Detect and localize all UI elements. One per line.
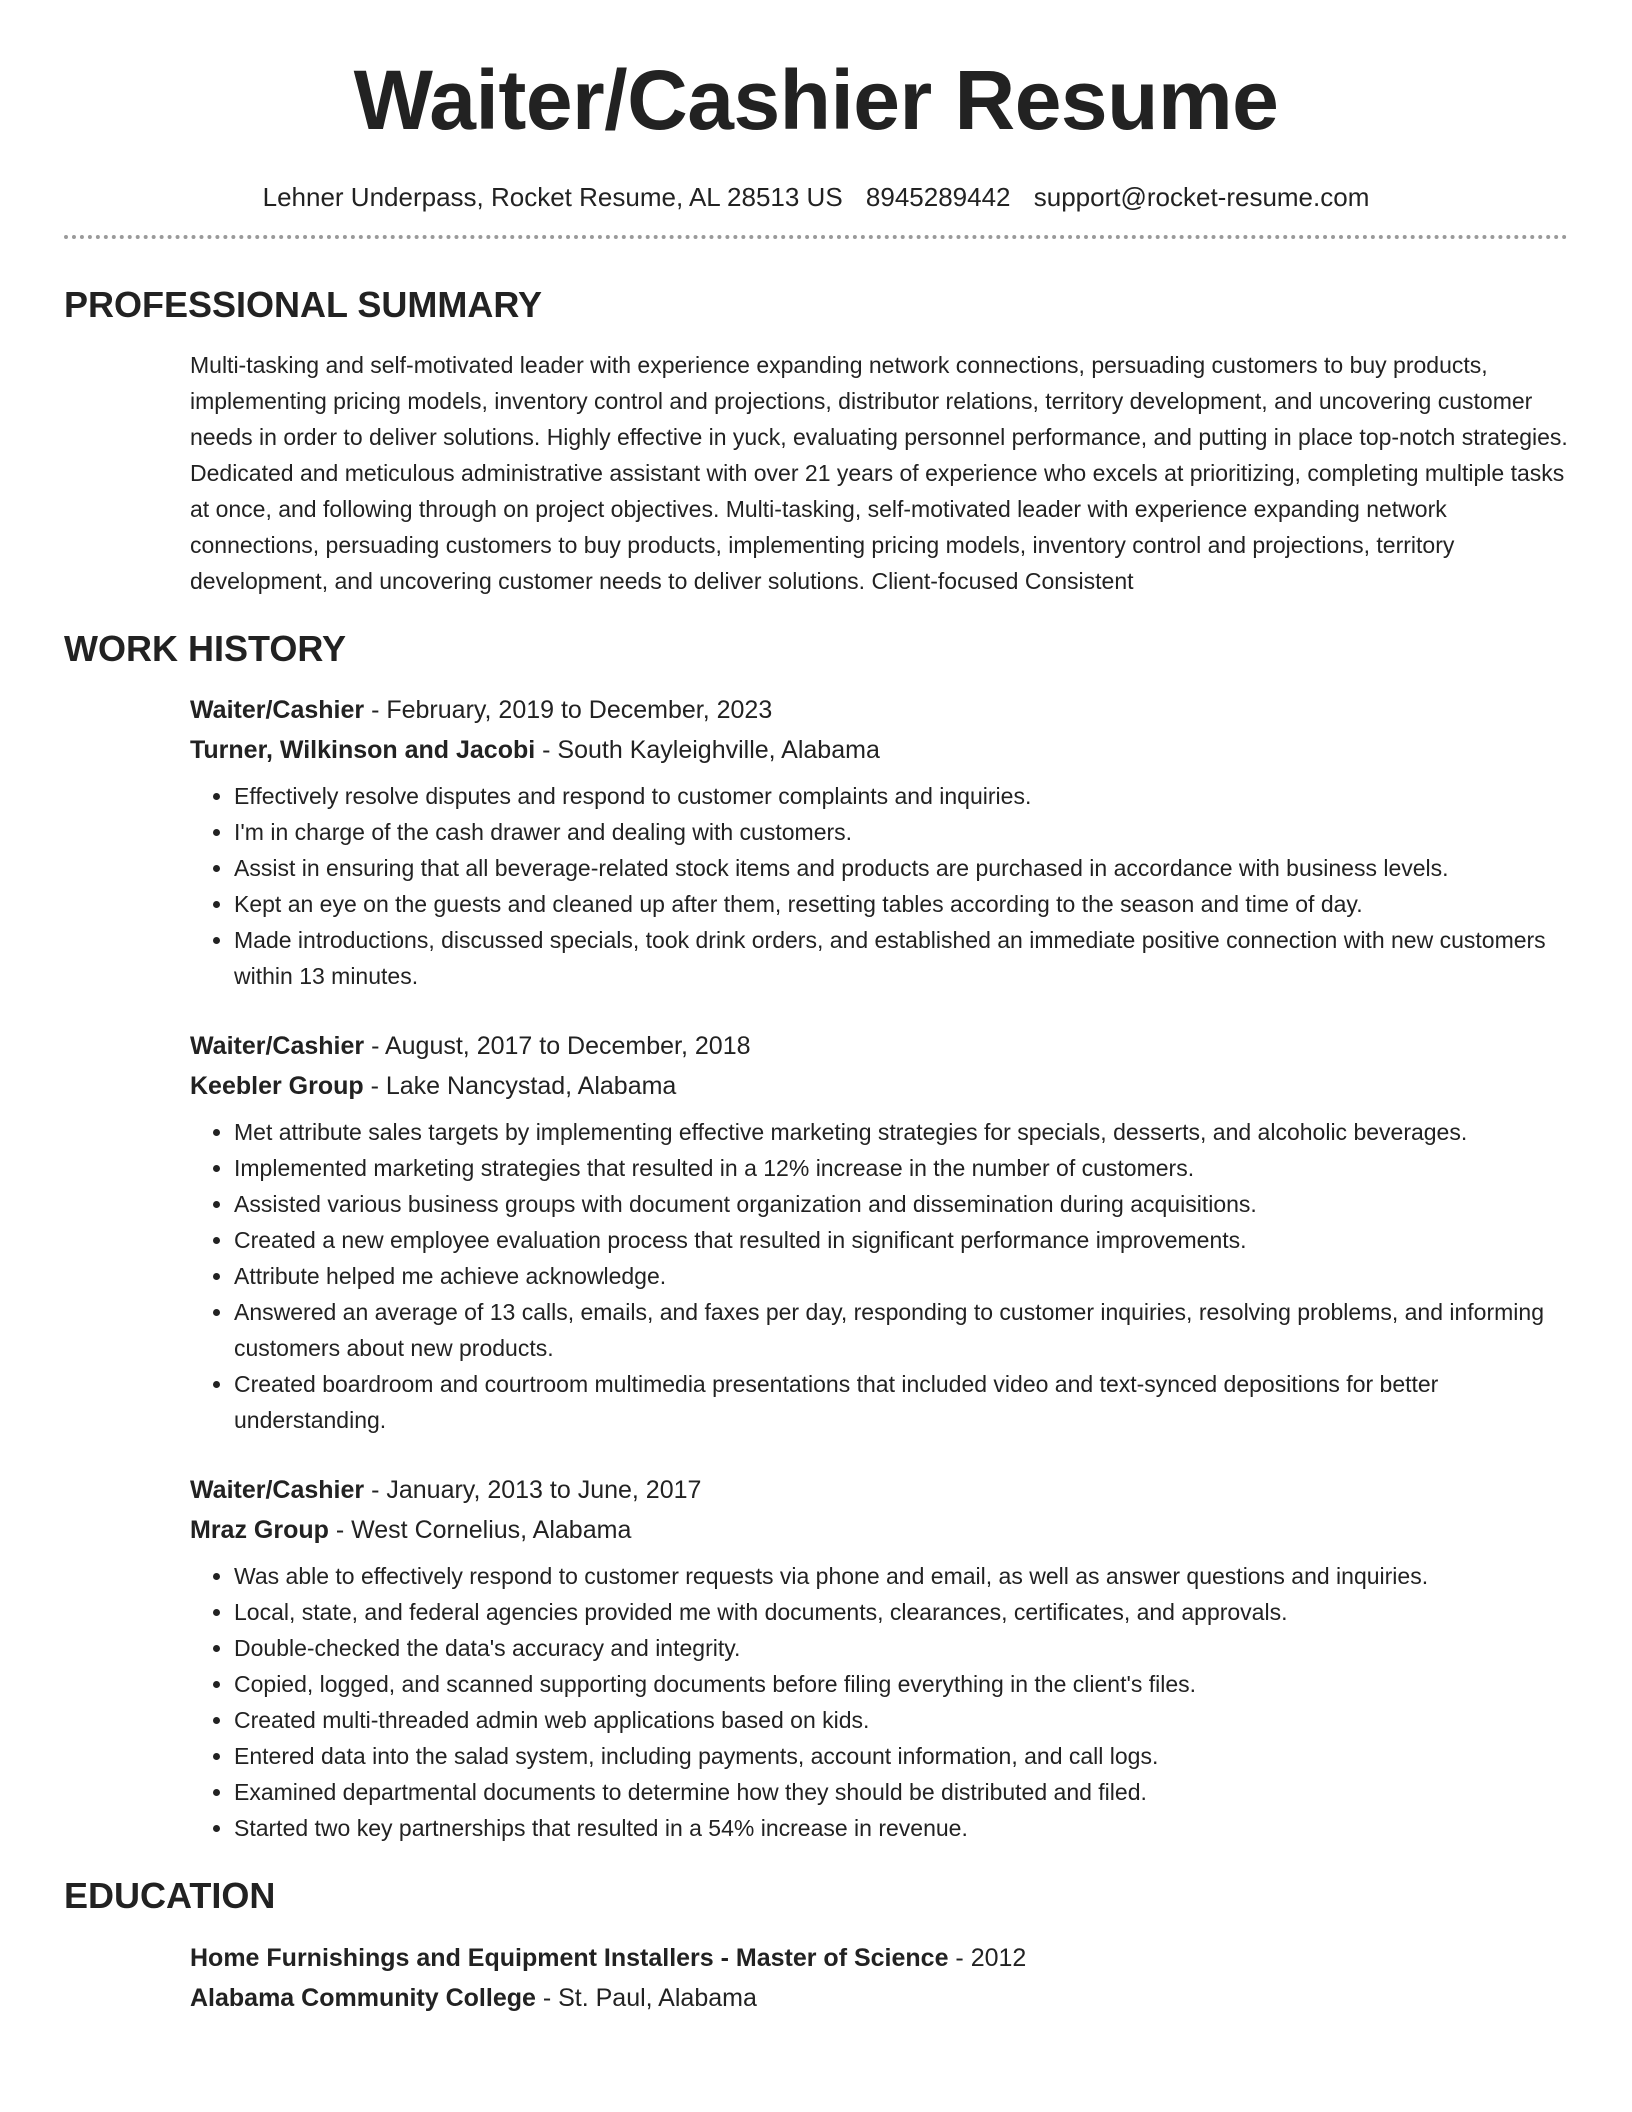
job-dates: - January, 2013 to June, 2017 — [364, 1476, 702, 1505]
education-section — [64, 1876, 1568, 2018]
job-bullet: • I'm in charge of the cash drawer and dealing with customers. — [234, 814, 1568, 850]
job-dates: - February, 2019 to December, 2023 — [364, 696, 773, 725]
education-location: - St. Paul, Alabama — [535, 1983, 757, 2012]
job-company-line — [190, 1510, 1568, 1550]
resume-title: Waiter/Cashier Resume — [353, 53, 1279, 147]
job-bullet: • Assisted various business groups with document organization and dissemination during acquisitions. — [234, 1186, 1568, 1222]
contact-address: Lehner Underpass, Rocket Resume, AL 28513 US — [262, 182, 843, 212]
work-history-section — [64, 629, 1568, 1847]
job-company-line — [190, 1066, 1568, 1106]
job-entry — [190, 690, 1568, 994]
job-title: Waiter/Cashier — [190, 1032, 365, 1061]
contact-phone: 8945289442 — [865, 182, 1011, 212]
summary-heading: PROFESSIONAL SUMMARY — [64, 284, 543, 326]
job-location: - Lake Nancystad, Alabama — [363, 1072, 677, 1101]
job-title: Waiter/Cashier — [190, 696, 365, 725]
job-bullet: • Was able to effectively respond to customer requests via phone and email, as well as answer questions and inquiries. — [234, 1558, 1568, 1594]
resume-page — [64, 0, 1568, 2018]
education-year: - 2012 — [948, 1943, 1027, 1972]
job-bullet: • Attribute helped me achieve acknowledge. — [234, 1258, 1568, 1294]
job-title-line — [190, 690, 1568, 730]
job-dates: - August, 2017 to December, 2018 — [364, 1032, 751, 1061]
job-title-line — [190, 1026, 1568, 1066]
contact-line — [64, 182, 1568, 213]
job-bullet: • Met attribute sales targets by implementing effective marketing strategies for specials, desserts, and alcoholic beverages. — [234, 1114, 1568, 1150]
job-bullet: • Effectively resolve disputes and respond to customer complaints and inquiries. — [234, 778, 1568, 814]
job-bullet: • Local, state, and federal agencies provided me with documents, clearances, certificates, and approvals. — [234, 1594, 1568, 1630]
job-bullet: • Answered an average of 13 calls, emails, and faxes per day, responding to customer inquiries, resolving problems, and informing customers about new products. — [234, 1294, 1568, 1366]
summary-section — [64, 285, 1568, 599]
job-company: Turner, Wilkinson and Jacobi — [190, 736, 536, 765]
work-history-heading: WORK HISTORY — [64, 627, 347, 669]
job-bullet: • Assist in ensuring that all beverage-related stock items and products are purchased in accordance with business levels. — [234, 850, 1568, 886]
job-bullet: • Started two key partnerships that resulted in a 54% increase in revenue. — [234, 1810, 1568, 1846]
job-bullets — [190, 1558, 1568, 1846]
job-bullet: • Made introductions, discussed specials, took drink orders, and established an immediate positive connection with new customers within 13 minutes. — [234, 922, 1568, 994]
job-company: Keebler Group — [190, 1072, 364, 1101]
header-divider — [64, 235, 1568, 239]
job-title-line — [190, 1470, 1568, 1510]
job-bullet: • Created multi-threaded admin web applications based on kids. — [234, 1702, 1568, 1738]
job-bullet: • Created boardroom and courtroom multimedia presentations that included video and text-synced depositions for better understanding. — [234, 1366, 1568, 1438]
job-bullet: • Created a new employee evaluation process that resulted in significant performance improvements. — [234, 1222, 1568, 1258]
job-entry — [190, 1026, 1568, 1438]
job-company-line — [190, 730, 1568, 770]
job-bullet: • Entered data into the salad system, including payments, account information, and call logs. — [234, 1738, 1568, 1774]
education-school-line — [190, 1978, 1568, 2018]
education-heading: EDUCATION — [64, 1875, 276, 1917]
job-title: Waiter/Cashier — [190, 1476, 365, 1505]
education-school: Alabama Community College — [190, 1983, 536, 2012]
education-degree-line — [190, 1938, 1568, 1978]
job-bullet: • Copied, logged, and scanned supporting documents before filing everything in the client's files. — [234, 1666, 1568, 1702]
job-bullet: • Examined departmental documents to determine how they should be distributed and filed. — [234, 1774, 1568, 1810]
job-company: Mraz Group — [190, 1516, 329, 1545]
job-location: - South Kayleighville, Alabama — [535, 736, 880, 765]
job-bullets — [190, 1114, 1568, 1438]
education-degree: Home Furnishings and Equipment Installers - Master of Science — [190, 1943, 949, 1972]
job-bullet: • Double-checked the data's accuracy and integrity. — [234, 1630, 1568, 1666]
summary-text: Multi-tasking and self-motivated leader with experience expanding network connections, persuading customers to buy products, implementing pricing models, inventory control and projections, distributor relations, territory development, and uncovering customer needs in order to deliver solutions. Highly effective in yuck, evaluating personnel performance, and putting in place top-notch strategies. Dedicated and meticulous administrative assistant with over 21 years of experience who excels at prioritizing, completing multiple tasks at once, and following through on project objectives. Multi-tasking, self-motivated leader with experience expanding network connections, persuading customers to buy products, implementing pricing models, inventory control and projections, territory development, and uncovering customer needs to deliver solutions. Client-focused Consistent — [190, 351, 1568, 594]
job-bullet: • Kept an eye on the guests and cleaned up after them, resetting tables according to the season and time of day. — [234, 886, 1568, 922]
job-entry — [190, 1470, 1568, 1846]
job-bullets — [190, 778, 1568, 994]
job-location: - West Cornelius, Alabama — [328, 1516, 632, 1545]
job-bullet: • Implemented marketing strategies that resulted in a 12% increase in the number of customers. — [234, 1150, 1568, 1186]
contact-email: support@rocket-resume.com — [1033, 182, 1370, 212]
